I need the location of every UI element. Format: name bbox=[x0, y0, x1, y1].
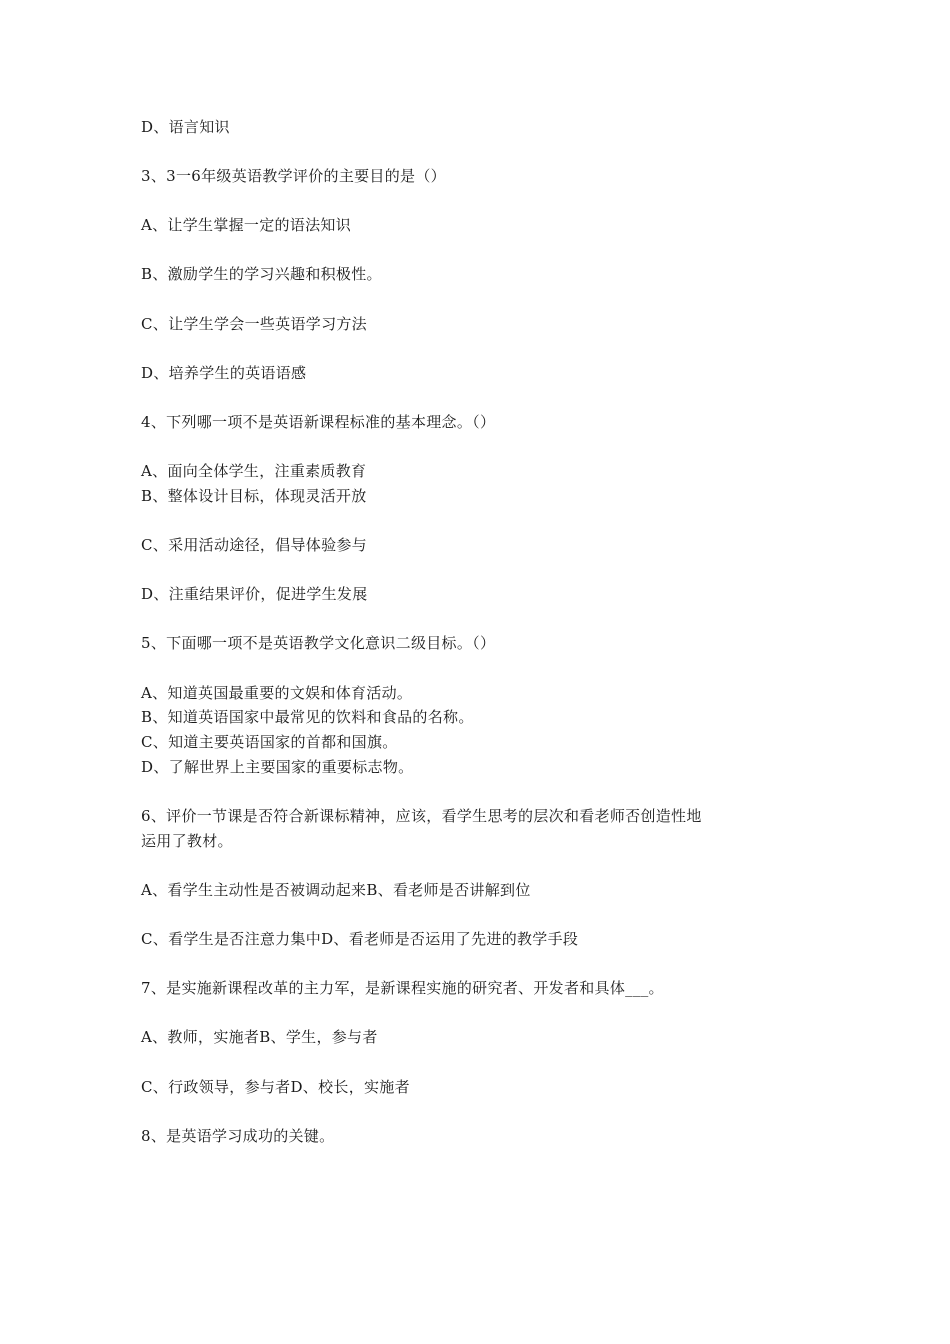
option-5d: D、了解世界上主要国家的重要标志物。 bbox=[141, 758, 414, 776]
option-7ab: A、教师，实施者B、学生，参与者 bbox=[141, 1028, 378, 1046]
question-3: 3、3一6年级英语教学评价的主要目的是（） bbox=[141, 167, 446, 185]
option-5b: B、知道英语国家中最常见的饮料和食品的名称。 bbox=[141, 708, 474, 726]
option-4b: B、整体设计目标，体现灵活开放 bbox=[141, 487, 367, 505]
option-6cd: C、看学生是否注意力集中D、看老师是否运用了先进的教学手段 bbox=[141, 930, 579, 948]
question-8: 8、是英语学习成功的关键。 bbox=[141, 1127, 335, 1145]
question-5: 5、下面哪一项不是英语教学文化意识二级目标。（） bbox=[141, 634, 496, 652]
question-6-line-1: 6、评价一节课是否符合新课标精神，应该，看学生思考的层次和看老师否创造性地 bbox=[141, 807, 702, 825]
option-3a: A、让学生掌握一定的语法知识 bbox=[141, 216, 352, 234]
option-4a: A、面向全体学生，注重素质教育 bbox=[141, 462, 367, 480]
option-4c: C、采用活动途径，倡导体验参与 bbox=[141, 536, 367, 554]
option-5a: A、知道英国最重要的文娱和体育活动。 bbox=[141, 684, 413, 702]
option-7cd: C、行政领导，参与者D、校长，实施者 bbox=[141, 1078, 410, 1096]
option-2d: D、语言知识 bbox=[141, 118, 230, 136]
option-3c: C、让学生学会一些英语学习方法 bbox=[141, 315, 367, 333]
question-4: 4、下列哪一项不是英语新课程标准的基本理念。（） bbox=[141, 413, 496, 431]
option-3b: B、激励学生的学习兴趣和积极性。 bbox=[141, 265, 382, 283]
option-3d: D、培养学生的英语语感 bbox=[141, 364, 307, 382]
option-4d: D、注重结果评价，促进学生发展 bbox=[141, 585, 368, 603]
option-6ab: A、看学生主动性是否被调动起来B、看老师是否讲解到位 bbox=[141, 881, 531, 899]
question-6-line-2: 运用了教材。 bbox=[141, 832, 233, 850]
question-7: 7、是实施新课程改革的主力军，是新课程实施的研究者、开发者和具体___。 bbox=[141, 979, 664, 997]
option-5c: C、知道主要英语国家的首都和国旗。 bbox=[141, 733, 398, 751]
